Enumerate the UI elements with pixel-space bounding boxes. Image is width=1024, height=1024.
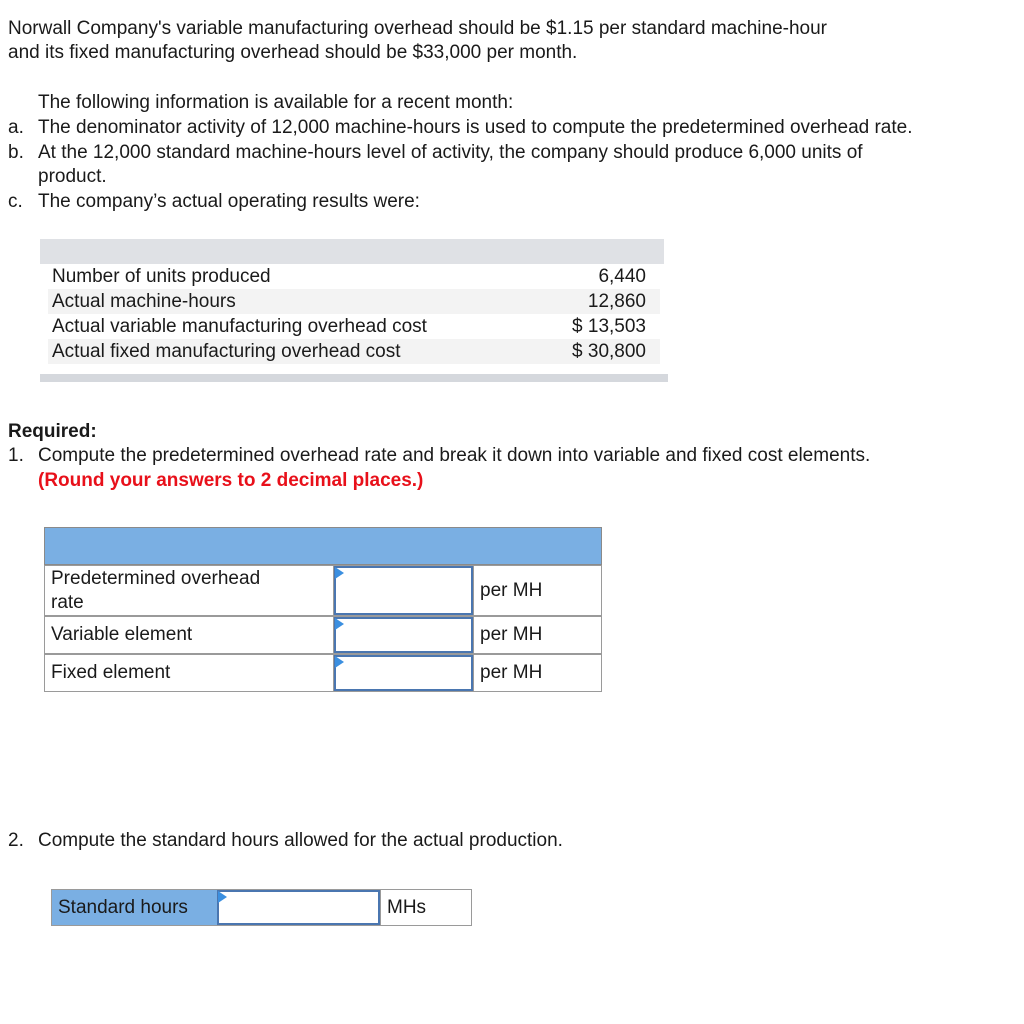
intro-line-1: Norwall Company's variable manufacturing overhead should be $1.15 per standard machine-hour [8, 18, 827, 39]
info-item-a: The denominator activity of 12,000 machine-hours is used to compute the predetermined overhead rate. [38, 117, 913, 138]
cell-flag-icon [218, 891, 227, 903]
results-row [48, 339, 660, 364]
info-item-b-line-2: product. [38, 166, 107, 187]
question-2-number: 2. [8, 830, 24, 851]
row-label: Fixed element [45, 655, 334, 691]
results-value: $ 30,800 [572, 341, 646, 362]
results-row [48, 289, 660, 314]
unit-label: per MH [473, 617, 603, 653]
table-row [44, 654, 602, 692]
results-label: Actual variable manufacturing overhead cost [52, 316, 427, 337]
results-value: 12,860 [587, 291, 646, 312]
row-label: Variable element [45, 617, 334, 653]
unit-label: per MH [473, 655, 603, 691]
results-table-footer [40, 374, 668, 382]
answer-cell [334, 655, 473, 691]
results-value: 6,440 [598, 266, 646, 287]
standard-hours-row [51, 889, 472, 926]
info-marker-a: a. [8, 117, 24, 138]
required-heading: Required: [8, 421, 97, 442]
results-table-header [40, 239, 664, 264]
question-1-text: Compute the predetermined overhead rate and break it down into variable and fixed cost elements. [38, 445, 871, 466]
standard-hours-input[interactable] [217, 890, 380, 925]
results-label: Actual fixed manufacturing overhead cost [52, 341, 401, 362]
results-row [48, 264, 660, 289]
info-lead: The following information is available for a recent month: [38, 92, 514, 113]
unit-label: per MH [473, 566, 603, 615]
info-item-c: The company’s actual operating results were: [38, 191, 420, 212]
question-2-text: Compute the standard hours allowed for the actual production. [38, 830, 563, 851]
results-value: $ 13,503 [572, 316, 646, 337]
info-marker-c: c. [8, 191, 23, 212]
table-row [44, 565, 602, 616]
answer-cell [334, 566, 473, 615]
question-1-number: 1. [8, 445, 24, 466]
fixed-element-input[interactable] [334, 655, 473, 691]
standard-hours-label: Standard hours [52, 890, 217, 925]
answer-table-header [44, 527, 602, 565]
overhead-rate-table [44, 527, 602, 692]
cell-flag-icon [335, 567, 344, 579]
answer-cell [217, 890, 380, 925]
rounding-note: (Round your answers to 2 decimal places.) [38, 470, 424, 491]
results-label: Number of units produced [52, 266, 271, 287]
predetermined-overhead-rate-input[interactable] [334, 566, 473, 615]
unit-label: MHs [380, 890, 471, 925]
cell-flag-icon [335, 656, 344, 668]
intro-line-2: and its fixed manufacturing overhead should be $33,000 per month. [8, 42, 578, 63]
row-label: Predetermined overhead rate [45, 566, 334, 615]
answer-cell [334, 617, 473, 653]
info-item-b-line-1: At the 12,000 standard machine-hours level of activity, the company should produce 6,000 units of [38, 142, 863, 163]
table-row [44, 616, 602, 654]
variable-element-input[interactable] [334, 617, 473, 653]
info-marker-b: b. [8, 142, 24, 163]
results-label: Actual machine-hours [52, 291, 236, 312]
results-row [48, 314, 660, 339]
cell-flag-icon [335, 618, 344, 630]
